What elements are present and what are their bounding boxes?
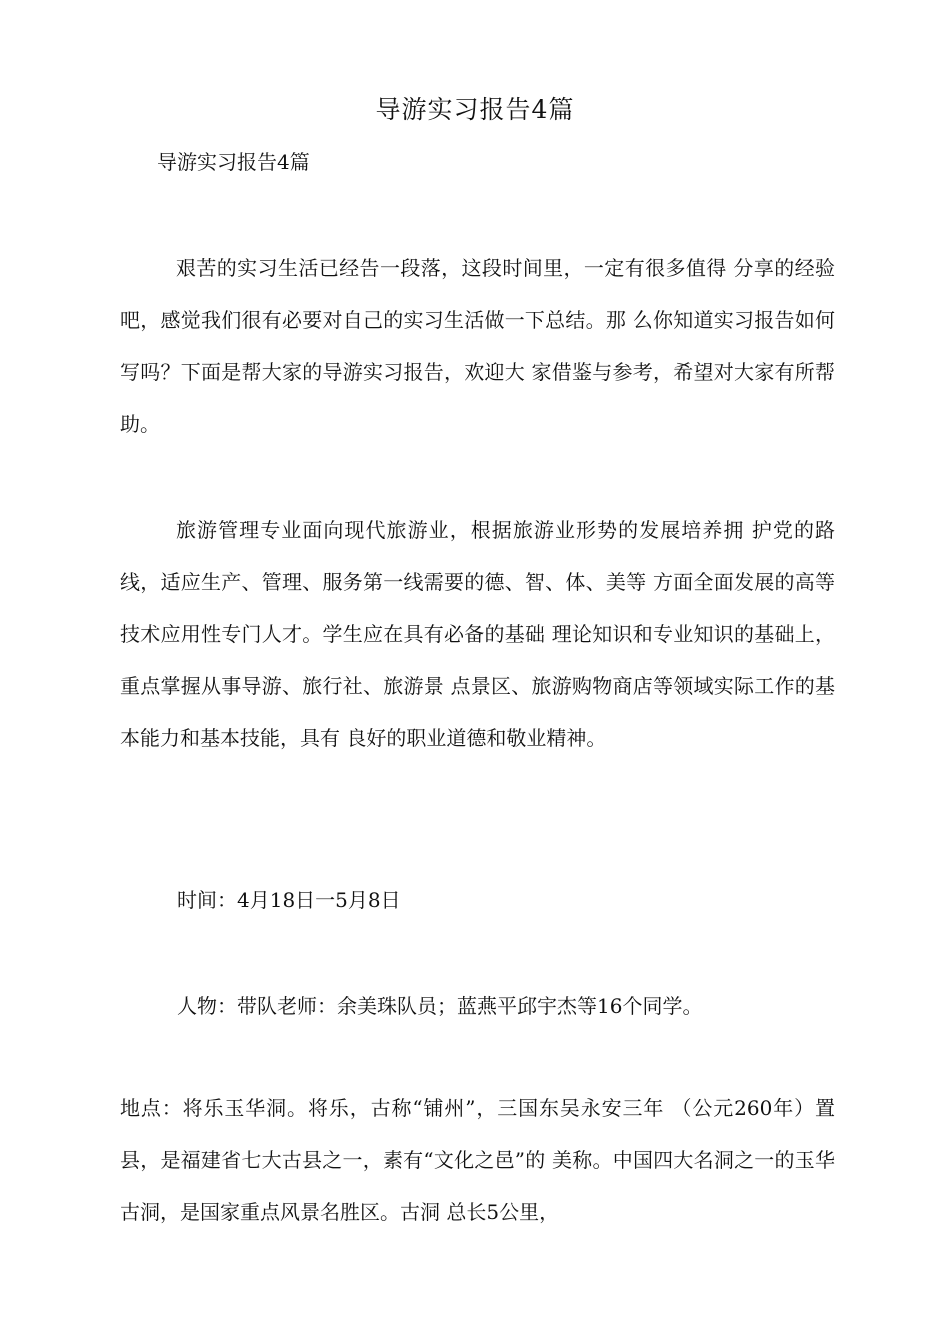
location-paragraph: 地点：将乐玉华洞。将乐，古称“铺州”，三国东吴永安三年 （公元260年）置县，是福建省七大古县之一，素有“文化之邑”的 美称。中国四大名洞之一的玉华古洞，是国家重点风景名胜区。古洞 总长5公里， <box>120 1096 835 1224</box>
major-description-paragraph: 旅游管理专业面向现代旅游业，根据旅游业形势的发展培养拥 护党的路线，适应生产、管理、服务第一线需要的德、智、体、美等 方面全面发展的高等技术应用性专门人才。学生应在具有必备的基础 理论知识和专业知识的基础上，重点掌握从事导游、旅行社、旅游景 点景区、旅游购物商店等领域实际工作的基本能力和基本技能，具有 良好的职业道德和敬业精神。 <box>120 518 835 750</box>
time-line: 时间：4月18日一5月8日 <box>177 888 401 912</box>
people-line: 人物：带队老师：余美珠队员；蓝燕平邱宇杰等16个同学。 <box>177 994 703 1018</box>
intro-paragraph: 艰苦的实习生活已经告一段落，这段时间里，一定有很多值得 分享的经验吧，感觉我们很有必要对自己的实习生活做一下总结。那 么你知道实习报告如何写吗？下面是帮大家的导游实习报告，欢迎大 家借鉴与参考，希望对大家有所帮助。 <box>120 256 835 436</box>
document-subtitle: 导游实习报告4篇 <box>157 150 310 174</box>
document-title: 导游实习报告4篇 <box>375 95 575 124</box>
